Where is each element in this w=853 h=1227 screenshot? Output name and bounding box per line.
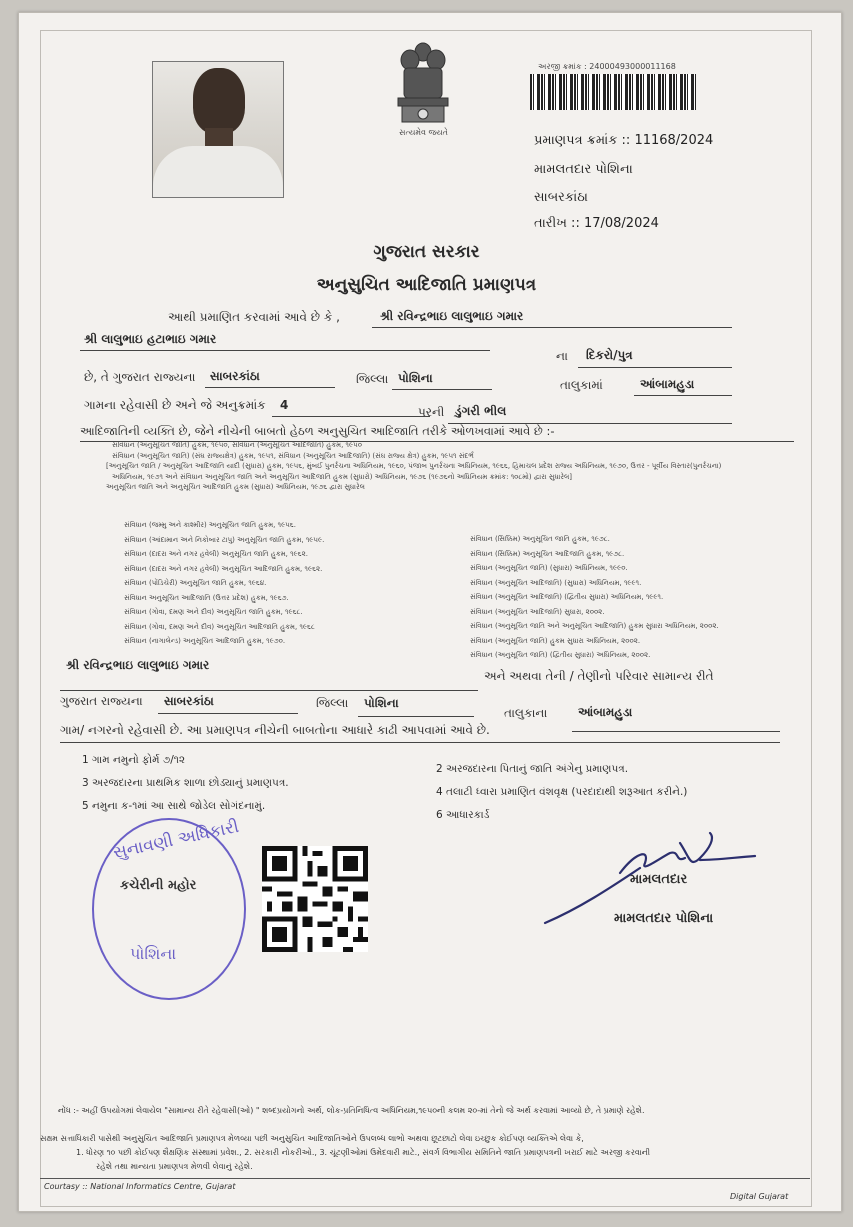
- tribe-text: આદિજાતિની વ્યક્તિ છે, જેને નીચેની બાબતો હેઠળ અનુસુચિત આદિજાતિ તરીકે ઓળખવામાં આવે છે :-: [80, 424, 555, 438]
- residence-state-text: ગુજરાત રાજ્યના: [60, 694, 143, 708]
- seal-bottom-text: પોશિના: [130, 944, 177, 963]
- order-line: સંવિધાન (પોંડિચેરી) અનુસૂચિત જાતિ હુકમ, ૧૯૬૪.: [124, 579, 267, 587]
- order-line: સંવિધાન (સિક્કિમ) અનુસૂચિત જાતિ હુકમ, ૧૯૭૮.: [470, 535, 610, 543]
- footnote: સક્ષમ સત્તાધિકારી પાસેથી અનુસુચિત આદિજાતિ પ્રમાણપત્ર મેળવ્યા પછી અનુસુચિત આદિજાતિઓને ઉપલબ્ધ લાભો અથવા છૂટછાટો લેવા ઇચ્છુક કોઈપણ વ્યક્તિએ લેવા કે,: [40, 1134, 584, 1143]
- residence-taluka-label: તાલુકાના: [504, 706, 548, 720]
- district-label: જિલ્લા: [356, 372, 389, 386]
- applicant-name: શ્રી રવિન્દ્રભાઇ લાલુભાઇ ગમાર: [380, 309, 524, 323]
- issue-text: ગામ/ નગરનો રહેવાસી છે. આ પ્રમાણપત્ર નીચેની બાબતોના આધારે કાઢી આપવામાં આવે છે.: [60, 723, 490, 737]
- document-item: 3 અરજદારના પ્રાથમિક શાળા છોડ્યાનું પ્રમાણપત્ર.: [82, 777, 289, 789]
- qr-code: [262, 846, 368, 952]
- taluka-value: પોશિના: [398, 371, 433, 385]
- barcode: [530, 74, 696, 110]
- officer-office: મામલતદાર પોશિના: [614, 911, 714, 926]
- emblem-motto: સત્યમેવ જયતે: [399, 128, 448, 137]
- family-text: અને અથવા તેની / તેણીનો પરિવાર સામાન્ય રીતે: [484, 669, 714, 683]
- tribe-name: ડુંગરી ભીલ: [455, 404, 507, 418]
- application-number: અરજી ક્રમાંક : 24000493000011168: [538, 62, 676, 71]
- resident-text: ગામના રહેવાસી છે અને જે અનુક્રમાંક: [84, 398, 266, 412]
- order-line: સંવિધાન (નાગાલેન્ડ) અનુસૂચિત આદિજાતિ હુકમ, ૧૯૭૦.: [124, 637, 286, 645]
- issue-date: તારીખ :: 17/08/2024: [534, 216, 659, 231]
- order-line: સંવિધાન (અનુસૂચિત આદિજાતિ) (સુધારા) અધિનિયમ, ૧૯૯૧.: [470, 578, 642, 587]
- taluka-label: તાલુકામાં: [560, 378, 603, 392]
- order-line: અનુસૂચિત જાતિ અને અનુસૂચિત આદિજાતિ હુકમ (સુધારા) અધિનિયમ, ૧૯૭૬ દ્વારા સુધારેલ: [106, 483, 365, 491]
- certificate-title: અનુસુચિત આદિજાતિ પ્રમાણપત્ર: [316, 275, 537, 295]
- order-line: સંવિધાન (ગોવા, દમણ અને દીવ) અનુસૂચિત જાતિ હુકમ, ૧૯૬૮.: [124, 608, 303, 616]
- order-line: સંવિધાન (જમ્મુ અને કાશ્મીર) અનુસૂચિત જાતિ હુકમ, ૧૯૫૬.: [124, 521, 296, 529]
- order-line: સંવિધાન (અનુસૂચિત આદિજાતિ) સુધારા, ૨૦૦૨.: [470, 607, 605, 616]
- courtesy-text: Courtasy :: National Informatics Centre, Gujarat: [44, 1182, 236, 1191]
- order-line: સંવિધાન (અનુસૂચિત જાતિ) (સંઘ રાજ્યક્ષેત્ર) હુકમ, ૧૯૫૧, સંવિધાન (અનુસૂચિત આદિજાતિ) (સંઘ રાજ્ય ક્ષેત્ર) હુકમ, ૧૯૫૧ સંદર્ભ: [112, 451, 474, 460]
- certify-text: આથી પ્રમાણિત કરવામાં આવે છે કે ,: [168, 310, 340, 324]
- order-line: સંવિધાન (અનુસૂચિત જાતિ) હુકમ, ૧૯૫૦, સંવિધાન (અનુસૂચિત આદિજાતિ) હુકમ, ૧૯૫૦: [112, 441, 362, 449]
- order-line: સંવિધાન (અનુસૂચિત જાતિ) હુકમ સુધારા અધિનિયમ, ૨૦૦૨.: [470, 636, 641, 645]
- seal-middle-text: કચેરીની મહોર: [120, 878, 197, 893]
- residence-taluka: પોશિના: [364, 696, 399, 710]
- father-name: શ્રી લાલુભાઇ હટાભાઇ ગમાર: [84, 332, 217, 346]
- government-title: ગુજરાત સરકાર: [373, 242, 480, 262]
- order-line: સંવિધાન (સિક્કિમ) અનુસૂચિત આદિજાતિ હુકમ, ૧૯૭૮.: [470, 549, 625, 558]
- order-line: અધિનિયમ, ૧૯૭૧ અને સંવિધાન અનુસૂચિત જાતિ અને અનુસૂચિત આદિજાતિ હુકમ (સુધારો) અધિનિયમ, ૧૯૭૬ (૧૯૭૬નો અધિનિયમ ક્રમાંક: ૧૦૮મો) દ્વારા સુધારેલ]: [112, 472, 573, 481]
- footnote: 1. ધોરણ ૧૦ પછી કોઈપણ શૈક્ષણિક સંસ્થામાં પ્રવેશ., 2. સરકારી નોકરીઓ., 3. ચૂંટણીઓમાં ઉમેદવારી માટે., સંવર્ગ વિભાગીય સમિતિને જાતિ પ્રમાણપત્રની ખરાઈ માટે અરજી કરવાની: [76, 1148, 651, 1157]
- document-item: 1 ગામ નમુનો ફોર્મ ૭/૧૨: [82, 754, 186, 766]
- order-line: સંવિધાન અનુસૂચિત આદિજાતિ (ઉત્તર પ્રદેશ) હુકમ, ૧૯૬૭.: [124, 593, 289, 602]
- par-label: પરની: [418, 405, 445, 419]
- document-item: 2 અરજદારના પિતાનું જાતિ અંગેનુ પ્રમાણપત્ર.: [436, 763, 629, 775]
- order-line: સંવિધાન (અનુસૂચિત જાતિ) (દ્વિતીય સુધારા) અધિનિયમ, ૨૦૦૨.: [470, 651, 651, 659]
- residence-name: શ્રી રવિન્દ્રભાઇ લાલુભાઇ ગમાર: [66, 658, 210, 672]
- district-value: સાબરકાંઠા: [210, 369, 260, 383]
- order-line: સંવિધાન (દાદરા અને નગર હવેલી) અનુસૂચિત જાતિ હુકમ, ૧૯૬૨.: [124, 550, 308, 558]
- seal-top-text: સુનાવણી અધિકારી: [111, 816, 241, 864]
- state-text: છે, તે ગુજરાત રાજ્યના: [84, 370, 196, 384]
- order-line: સંવિધાન (દાદરા અને નગર હવેલી) અનુસૂચિત આદિજાતિ હુકમ, ૧૯૬૨.: [124, 564, 323, 573]
- orders-top: [106, 440, 722, 493]
- issuing-office: મામલતદાર પોશિના: [534, 162, 633, 177]
- residence-district: સાબરકાંઠા: [164, 694, 214, 708]
- applicant-photo: [152, 61, 284, 198]
- national-emblem-icon: [390, 38, 456, 138]
- footnote: નોંધ :- અહીં ઉપયોગમાં લેવાયેલ "સામાન્ય રીતે રહેવાસી(ઓ) " શબ્દપ્રયોગનો અર્થ, લોક-પ્રતિનિધિત્વ અધિનિયમ,૧૯૫૦ની કલમ ૨૦-માં તેનો જે અર્થ કરવામાં આવ્યો છે, તે પ્રમાણે રહેશે.: [58, 1106, 645, 1115]
- order-line: સંવિધાન (ગોવા, દમણ અને દીવ) અનુસૂચિત આદિજાતિ હુકમ, ૧૯૬૮: [124, 622, 315, 631]
- orders-left: [124, 518, 324, 649]
- order-line: સંવિધાન (અનુસૂચિત આદિજાતિ) (દ્વિતીય સુધારા) અધિનિયમ, ૧૯૯૧.: [470, 593, 664, 601]
- document-item: 5 નમુના ક-૧માં આ સાથે જોડેલ સોગંદનામું.: [82, 800, 266, 812]
- residence-district-label: જિલ્લા: [316, 696, 349, 710]
- document-item: 6 આધારકાર્ડ: [436, 809, 490, 821]
- serial-number: 4: [280, 398, 289, 412]
- order-line: [અનુસૂચિત જાતિ / અનુસૂચિત આદિજાતિ યાદી (સુધારા) હુકમ, ૧૯૫૬, મુંબઈ પુનર્રચના અધિનિયમ, ૧૯૬૦, પંજાબ પુનર્રચના અધિનિયમ, ૧૯૬૬, હિમાચલ પ્રદેશ રાજ્ય અધિનિયમ, ૧૯૭૦, ઉત્તર - પૂર્વીય વિસ્તાર(પુનર્રચના): [106, 462, 722, 470]
- relation: દિકરો/પુત્ર: [586, 348, 633, 362]
- document-item: 4 તલાટી ધ્વારા પ્રમાણિત વંશવૃક્ષ (પરદાદાથી શરૂઆત કરીને.): [436, 786, 688, 798]
- order-line: સંવિધાન (આંદામાન અને નિકોબાર ટાપુ) અનુસૂચિત જાતિ હુકમ, ૧૯૫૯.: [124, 535, 325, 544]
- digital-gujarat-text: Digital Gujarat: [730, 1192, 789, 1201]
- relation-prefix: ના: [556, 349, 568, 363]
- village-value: આંબામહુડા: [640, 377, 695, 391]
- orders-right: [470, 532, 719, 663]
- residence-village: આંબામહુડા: [578, 705, 633, 719]
- order-line: સંવિધાન (અનુસૂચિત જાતિ) (સુધારા) અધિનિયમ, ૧૯૯૦.: [470, 564, 628, 572]
- footnote: રહેશે તથા માન્યતા પ્રમાણપત્ર મેળવી લેવાનું રહેશે.: [96, 1162, 253, 1171]
- certificate-number: પ્રમાણપત્ર ક્રમાંક :: 11168/2024: [534, 133, 714, 148]
- officer-title: મામલતદાર: [630, 872, 688, 887]
- order-line: સંવિધાન (અનુસૂચિત જાતિ અને અનુસૂચિત આદિજાતિ) હુકમ સુધારા અધિનિયમ, ૨૦૦૨.: [470, 622, 719, 630]
- header-district: સાબરકાંઠા: [534, 190, 588, 205]
